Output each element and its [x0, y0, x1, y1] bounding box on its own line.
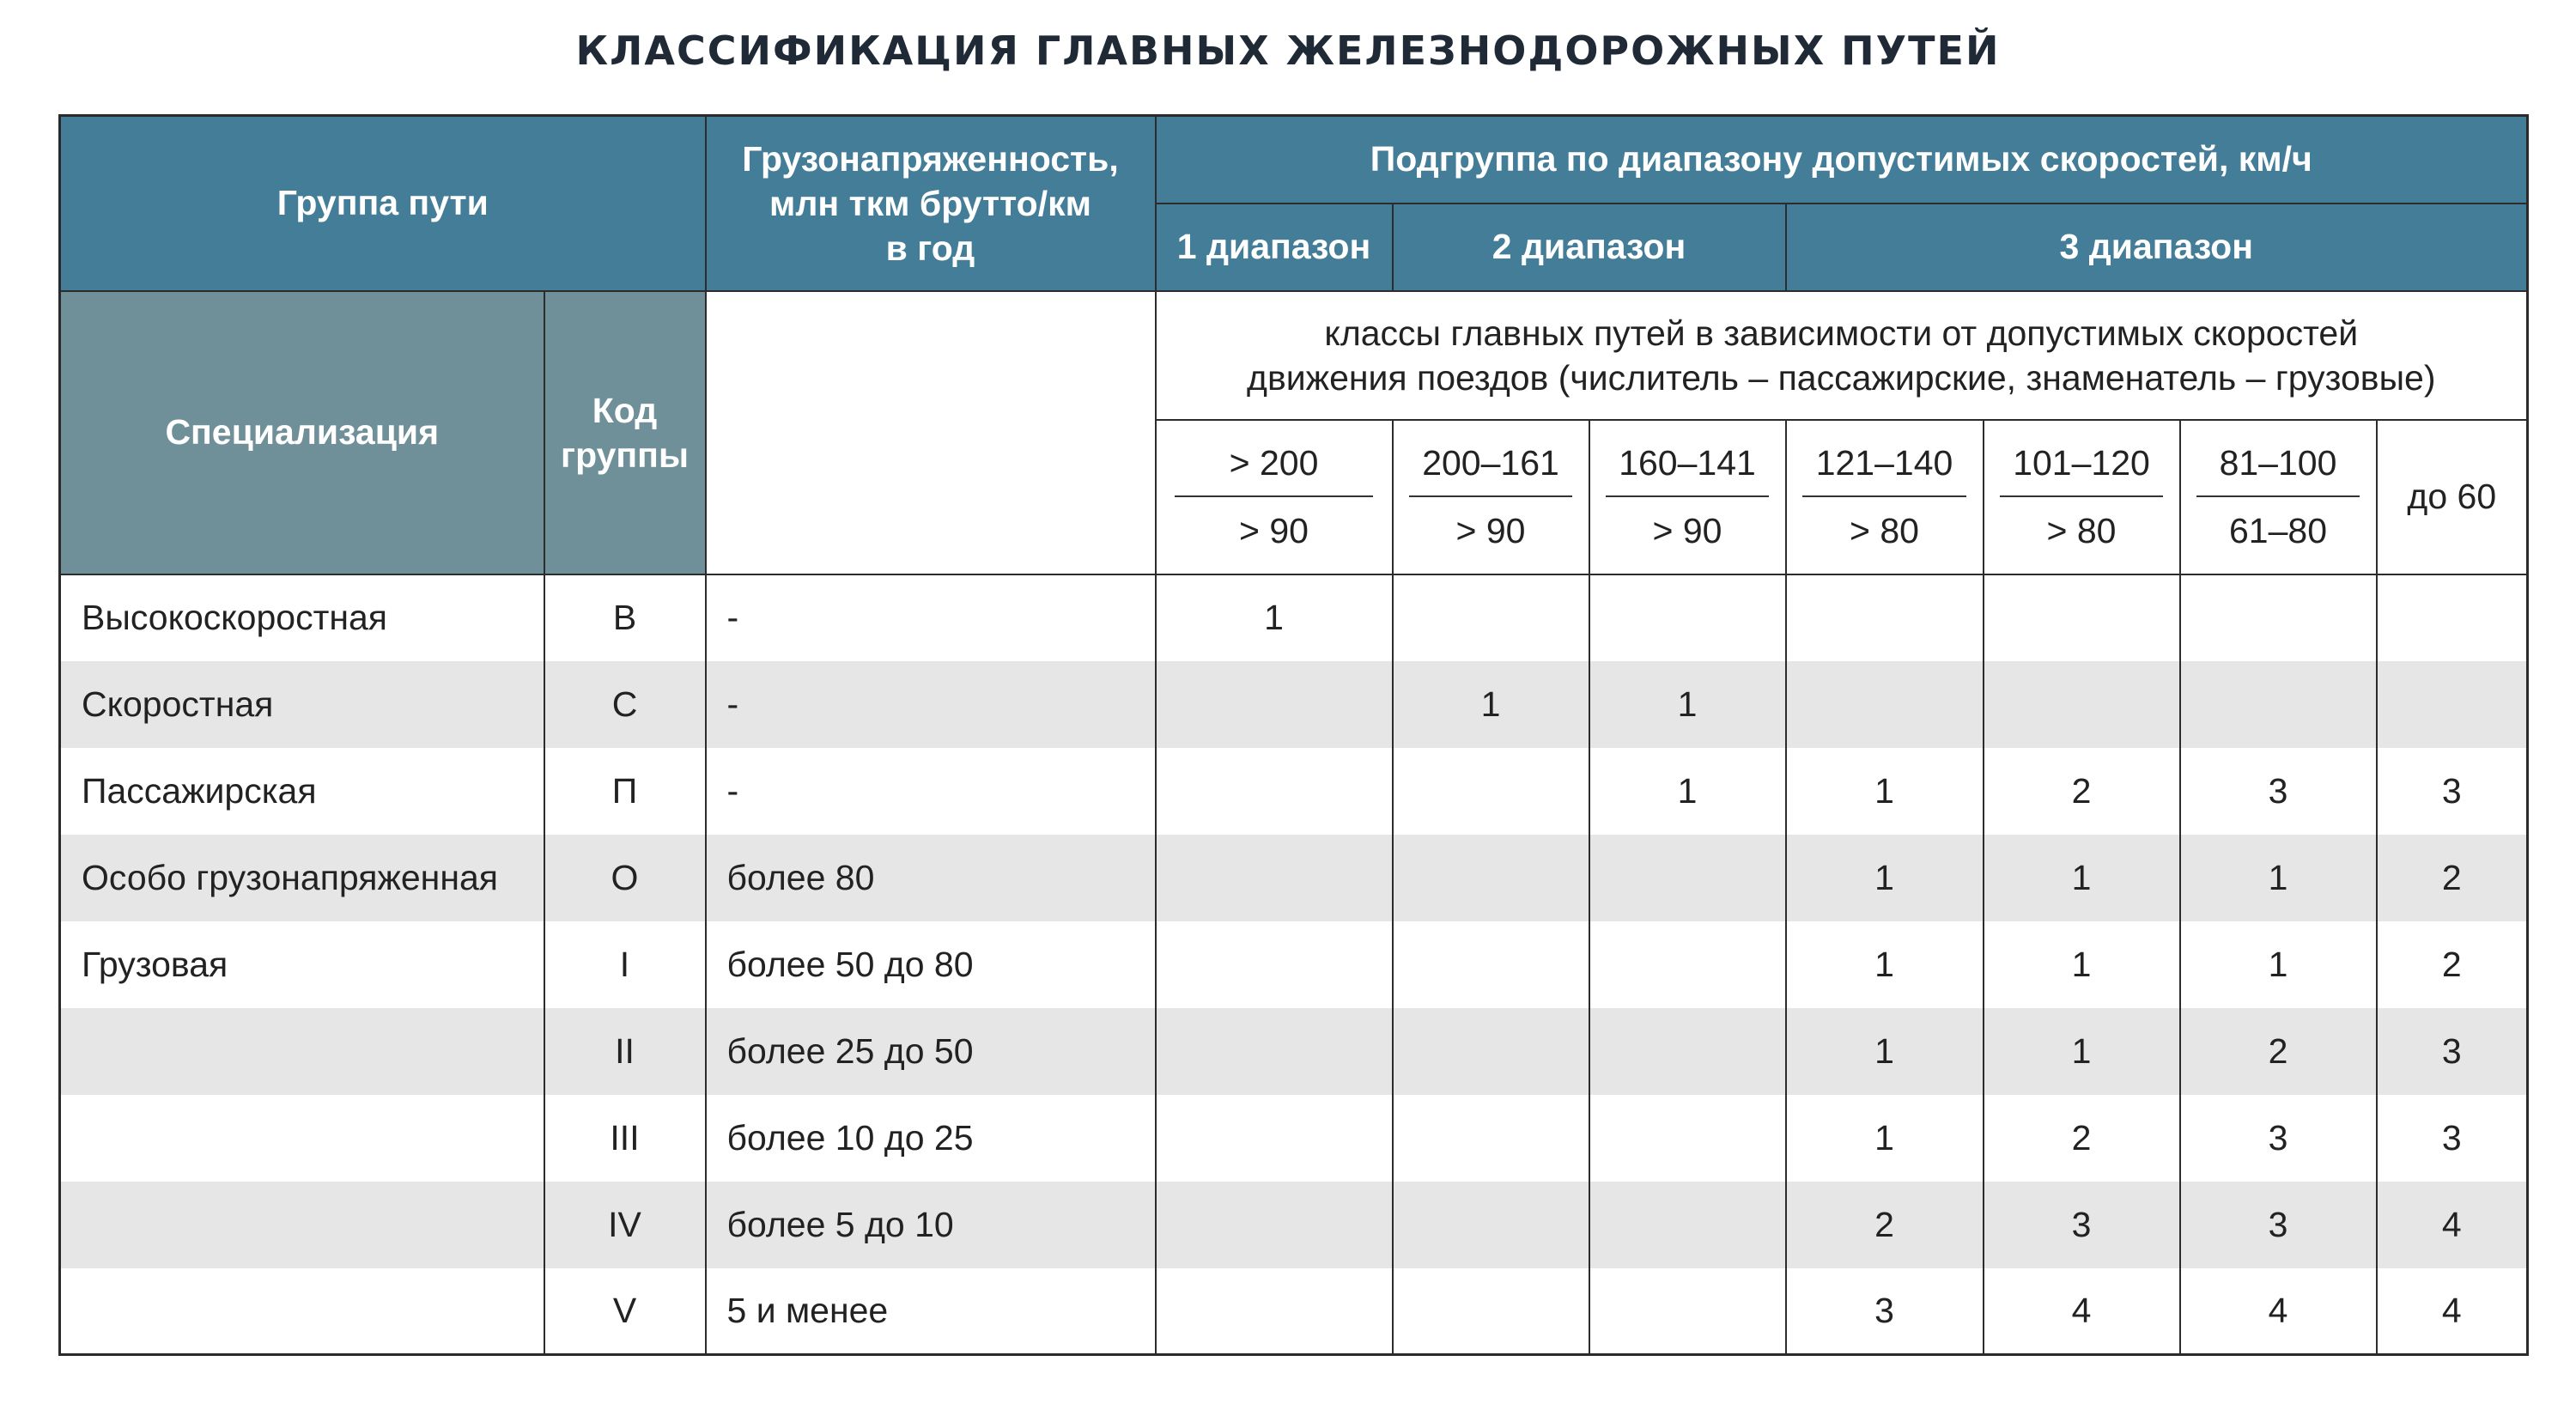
speed-passenger: 101–120 [2013, 442, 2150, 483]
speed-passenger: 81–100 [2219, 442, 2337, 483]
load-intensity-cell: - [706, 574, 1156, 661]
class-value-cell: 1 [1589, 748, 1786, 835]
class-value-cell: 2 [1786, 1182, 1984, 1268]
class-value-cell [1786, 574, 1984, 661]
class-value-cell: 1 [1156, 574, 1393, 661]
header-load-blank [706, 291, 1156, 574]
class-value-cell: 1 [1786, 1095, 1984, 1182]
load-intensity-cell: 5 и менее [706, 1268, 1156, 1355]
class-value-cell [1156, 661, 1393, 748]
class-value-cell [2377, 661, 2528, 748]
class-value-cell [1156, 1008, 1393, 1095]
table-body [60, 574, 2528, 1355]
page-title: КЛАССИФИКАЦИЯ ГЛАВНЫХ ЖЕЛЕЗНОДОРОЖНЫХ ПУТЕЙ [575, 27, 2001, 74]
class-value-cell [1393, 1008, 1589, 1095]
header-track-group: Группа пути [60, 116, 706, 291]
specialization-cell: Грузовая [60, 921, 544, 1008]
class-value-cell: 1 [1786, 835, 1984, 921]
speed-header-1 [1156, 420, 1393, 574]
group-code-cell: I [544, 921, 706, 1008]
class-value-cell [1156, 835, 1393, 921]
table-row [60, 1095, 2528, 1182]
header-load-intensity [706, 116, 1156, 291]
header-range-3: 3 диапазон [1786, 204, 2528, 291]
class-value-cell [1984, 574, 2180, 661]
load-intensity-cell: более 50 до 80 [706, 921, 1156, 1008]
class-value-cell [1156, 921, 1393, 1008]
class-value-cell [1393, 1095, 1589, 1182]
class-value-cell [1589, 1008, 1786, 1095]
group-code-cell: В [544, 574, 706, 661]
class-value-cell [1589, 835, 1786, 921]
header-specialization: Специализация [60, 291, 544, 574]
class-value-cell [1984, 661, 2180, 748]
speed-passenger: 200–161 [1422, 442, 1559, 483]
group-code-cell: О [544, 835, 706, 921]
speed-passenger: > 200 [1229, 442, 1319, 483]
class-value-cell [1393, 1182, 1589, 1268]
speed-freight: > 80 [1850, 510, 1919, 550]
header-load-line: в год [885, 228, 975, 268]
specialization-cell [60, 1008, 544, 1095]
load-intensity-cell: - [706, 661, 1156, 748]
specialization-cell [60, 1182, 544, 1268]
class-value-cell: 1 [1589, 661, 1786, 748]
class-value-cell: 3 [2377, 1008, 2528, 1095]
group-code-cell: П [544, 748, 706, 835]
class-value-cell [1393, 748, 1589, 835]
header-load-line: млн ткм брутто/км [769, 183, 1091, 223]
class-value-cell: 4 [2377, 1182, 2528, 1268]
class-value-cell [2180, 574, 2377, 661]
load-intensity-cell: более 10 до 25 [706, 1095, 1156, 1182]
class-value-cell: 3 [2377, 748, 2528, 835]
load-intensity-cell: - [706, 748, 1156, 835]
class-value-cell [1156, 748, 1393, 835]
speed-passenger: 121–140 [1815, 442, 1953, 483]
class-value-cell: 1 [2180, 921, 2377, 1008]
load-intensity-cell: более 80 [706, 835, 1156, 921]
speed-freight: > 90 [1239, 510, 1309, 550]
class-value-cell: 2 [2377, 835, 2528, 921]
class-value-cell [1589, 1268, 1786, 1355]
group-code-cell: V [544, 1268, 706, 1355]
specialization-cell [60, 1095, 544, 1182]
class-value-cell: 2 [1984, 1095, 2180, 1182]
class-value-cell: 4 [2377, 1268, 2528, 1355]
classification-table [58, 114, 2529, 1356]
speed-passenger: 160–141 [1619, 442, 1756, 483]
speed-header-5 [1984, 420, 2180, 574]
class-value-cell: 1 [1786, 921, 1984, 1008]
class-value-cell [1589, 921, 1786, 1008]
class-value-cell [1156, 1095, 1393, 1182]
class-value-cell: 3 [1786, 1268, 1984, 1355]
load-intensity-cell: более 25 до 50 [706, 1008, 1156, 1095]
speed-header-3 [1589, 420, 1786, 574]
class-value-cell [1393, 1268, 1589, 1355]
table-row [60, 835, 2528, 921]
header-range-1: 1 диапазон [1156, 204, 1393, 291]
class-value-cell: 2 [1984, 748, 2180, 835]
class-value-cell [2377, 574, 2528, 661]
class-value-cell: 4 [2180, 1268, 2377, 1355]
header-group-code [544, 291, 706, 574]
class-value-cell [1393, 835, 1589, 921]
class-value-cell: 1 [1984, 921, 2180, 1008]
specialization-cell: Пассажирская [60, 748, 544, 835]
header-code-line: группы [561, 435, 689, 475]
class-value-cell: 1 [2180, 835, 2377, 921]
header-speed-subgroup: Подгруппа по диапазону допустимых скоростей, км/ч [1156, 116, 2528, 204]
header-classes-note [1156, 291, 2528, 420]
specialization-cell [60, 1268, 544, 1355]
class-value-cell: 3 [2180, 1182, 2377, 1268]
class-value-cell: 4 [1984, 1268, 2180, 1355]
class-value-cell: 1 [1984, 835, 2180, 921]
class-value-cell [1156, 1268, 1393, 1355]
header-load-line: Грузонапряженность, [742, 138, 1119, 179]
speed-freight: 61–80 [2228, 510, 2327, 550]
class-value-cell: 3 [2180, 748, 2377, 835]
class-value-cell: 1 [1786, 748, 1984, 835]
speed-header-2 [1393, 420, 1589, 574]
class-value-cell [1393, 574, 1589, 661]
class-value-cell [1786, 661, 1984, 748]
table-row [60, 1182, 2528, 1268]
table-row [60, 574, 2528, 661]
group-code-cell: IV [544, 1182, 706, 1268]
class-value-cell [1589, 1095, 1786, 1182]
header-range-2: 2 диапазон [1393, 204, 1786, 291]
class-value-cell [1156, 1182, 1393, 1268]
group-code-cell: С [544, 661, 706, 748]
class-value-cell: 1 [1984, 1008, 2180, 1095]
class-value-cell [1393, 921, 1589, 1008]
speed-header-6 [2180, 420, 2377, 574]
class-value-cell: 2 [2180, 1008, 2377, 1095]
specialization-cell: Высокоскоростная [60, 574, 544, 661]
class-value-cell: 3 [2180, 1095, 2377, 1182]
classes-note-line: движения поездов (числитель – пассажирские, знаменатель – грузовые) [1247, 357, 2436, 398]
table-row [60, 1008, 2528, 1095]
class-value-cell: 3 [2377, 1095, 2528, 1182]
specialization-cell: Скоростная [60, 661, 544, 748]
class-value-cell [2180, 661, 2377, 748]
class-value-cell: 3 [1984, 1182, 2180, 1268]
table-row [60, 921, 2528, 1008]
group-code-cell: III [544, 1095, 706, 1182]
specialization-cell: Особо грузонапряженная [60, 835, 544, 921]
group-code-cell: II [544, 1008, 706, 1095]
speed-header-7: до 60 [2377, 420, 2528, 574]
class-value-cell: 1 [1786, 1008, 1984, 1095]
class-value-cell [1589, 574, 1786, 661]
table-row [60, 748, 2528, 835]
table-row [60, 1268, 2528, 1355]
header-code-line: Код [592, 390, 658, 430]
class-value-cell [1589, 1182, 1786, 1268]
table-row [60, 661, 2528, 748]
speed-header-4 [1786, 420, 1984, 574]
speed-freight: > 80 [2046, 510, 2117, 550]
classes-note-line: классы главных путей в зависимости от допустимых скоростей [1324, 313, 2359, 353]
speed-freight: > 90 [1652, 510, 1722, 550]
speed-freight: > 90 [1455, 510, 1526, 550]
load-intensity-cell: более 5 до 10 [706, 1182, 1156, 1268]
class-value-cell: 2 [2377, 921, 2528, 1008]
class-value-cell: 1 [1393, 661, 1589, 748]
